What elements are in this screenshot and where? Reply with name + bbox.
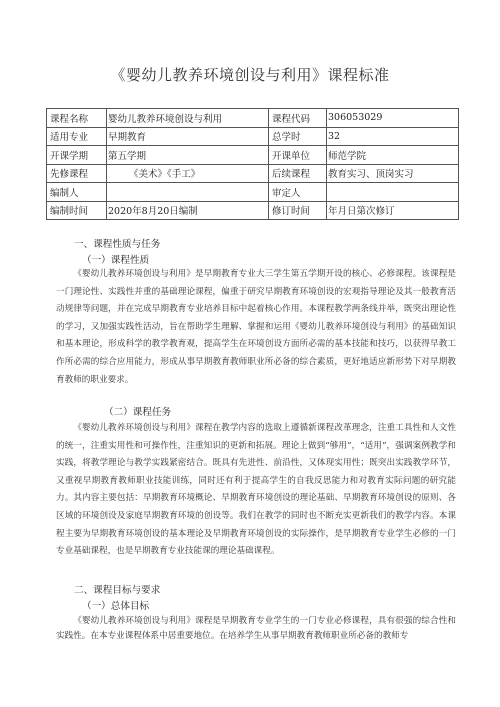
subsection-heading: （一）总体目标: [82, 601, 150, 612]
field-label: 开课学期: [47, 146, 107, 165]
table-row: [47, 201, 459, 220]
table-row: [47, 127, 459, 146]
field-value: 师范学院: [327, 146, 459, 165]
field-value: 早期教育: [107, 127, 269, 146]
section-heading: 二、课程目标与要求: [74, 585, 161, 596]
field-value: 32: [327, 127, 459, 146]
table-row: [47, 183, 459, 202]
field-label: 审定人: [269, 183, 327, 202]
field-label: 先修课程: [47, 164, 107, 183]
field-label: 课程代码: [269, 109, 327, 128]
field-value: [327, 183, 459, 202]
field-label: 总学时: [269, 127, 327, 146]
body-paragraph: 《婴幼儿教养环境创设与利用》课程是早期教育专业学生的一门专业必修课程，具有很强的综合性和实践性。在本专业课程体系中居重要地位。在培养学生从事早期教育教师职业所必备的教师专: [56, 616, 456, 641]
field-label: 课程名称: [47, 109, 107, 128]
field-label: 编制人: [47, 183, 107, 202]
field-value: 年月日第次修订: [327, 201, 459, 220]
table-row: [47, 164, 459, 183]
field-label: 开课单位: [269, 146, 327, 165]
table-row: [47, 146, 459, 165]
field-label: 后续课程: [269, 164, 327, 183]
section-heading: 一、课程性质与任务: [74, 239, 161, 250]
field-value: 教育实习、顶岗实习: [327, 164, 459, 183]
document-title: 《婴幼儿教养环境创设与利用》课程标准: [110, 66, 390, 84]
field-value: 第五学期: [107, 146, 269, 165]
subsection-heading: （一）课程性质: [82, 255, 150, 266]
subsection-heading: （二）课程任务: [104, 407, 172, 418]
field-value: 婴幼儿教养环境创设与利用: [107, 109, 269, 128]
course-info-table: [46, 108, 459, 220]
field-value: 《美术》《手工》: [107, 164, 269, 183]
table-row: [47, 109, 459, 128]
body-paragraph: 《婴幼儿教养环境创设与利用》是早期教育专业大三学生第五学期开设的核心、必修课程。该课程是一门理论性、实践性并重的基础理论课程，偏重于研究早期教育环境创设的宏观指导理论及其一般教育活动规律等问题，并在完成早期教育专业培养目标中起着核心作用。本课程教学两条线并举，既突出理论性的学习，又加强实践性活动，旨在帮助学生理解、掌握和运用《婴幼儿教养环境创设与利用》的基础知识和基本理论，形成科学的教学教育观，提高学生在环境创设方面所必需的基本技能和技巧，以获得早教工作所必需的综合应用能力，形成从事早期教育教师职业所必备的综合素质，更好地适应新形势下对早期教育教师的职业要求。: [56, 269, 456, 385]
field-label: 编制时间: [47, 201, 107, 220]
field-value: [107, 183, 269, 202]
field-label: 修订时间: [269, 201, 327, 220]
field-label: 适用专业: [47, 127, 107, 146]
body-paragraph: 《婴幼儿教养环境创设与利用》课程在教学内容的选取上遵循新课程改革理念，注重工具性和人文性的统一，注重实用性和可操作性，注重知识的更新和拓展。理论上做到“够用”，“适用”，强调案例教学和实践，将教学理论与教学实践紧密结合。既具有先进性、前沿性，又体现实用性；既突出实践教学环节，又重视早期教育教师职业技能训练，同时还有利于提高学生的自我反思能力和对教育实际问题的研究能力。其内容主要包括：早期教育环境概论、早期教育环境创设的理论基础、早期教育环境创设的原则、各区域的环境创设及家庭早期教育环境的创设等。我们在教学的同时也不断充实更新我们的教学内容。本课程主要为早期教育环境创设的基本理论及早期教育环境创设的实际操作，是早期教育专业学生必修的一门专业基础课程，也是早期教育专业技能课的理论基础课程。: [56, 423, 456, 557]
field-value: 306053029: [327, 109, 459, 128]
field-value: 2020年8月20日编制: [107, 201, 269, 220]
